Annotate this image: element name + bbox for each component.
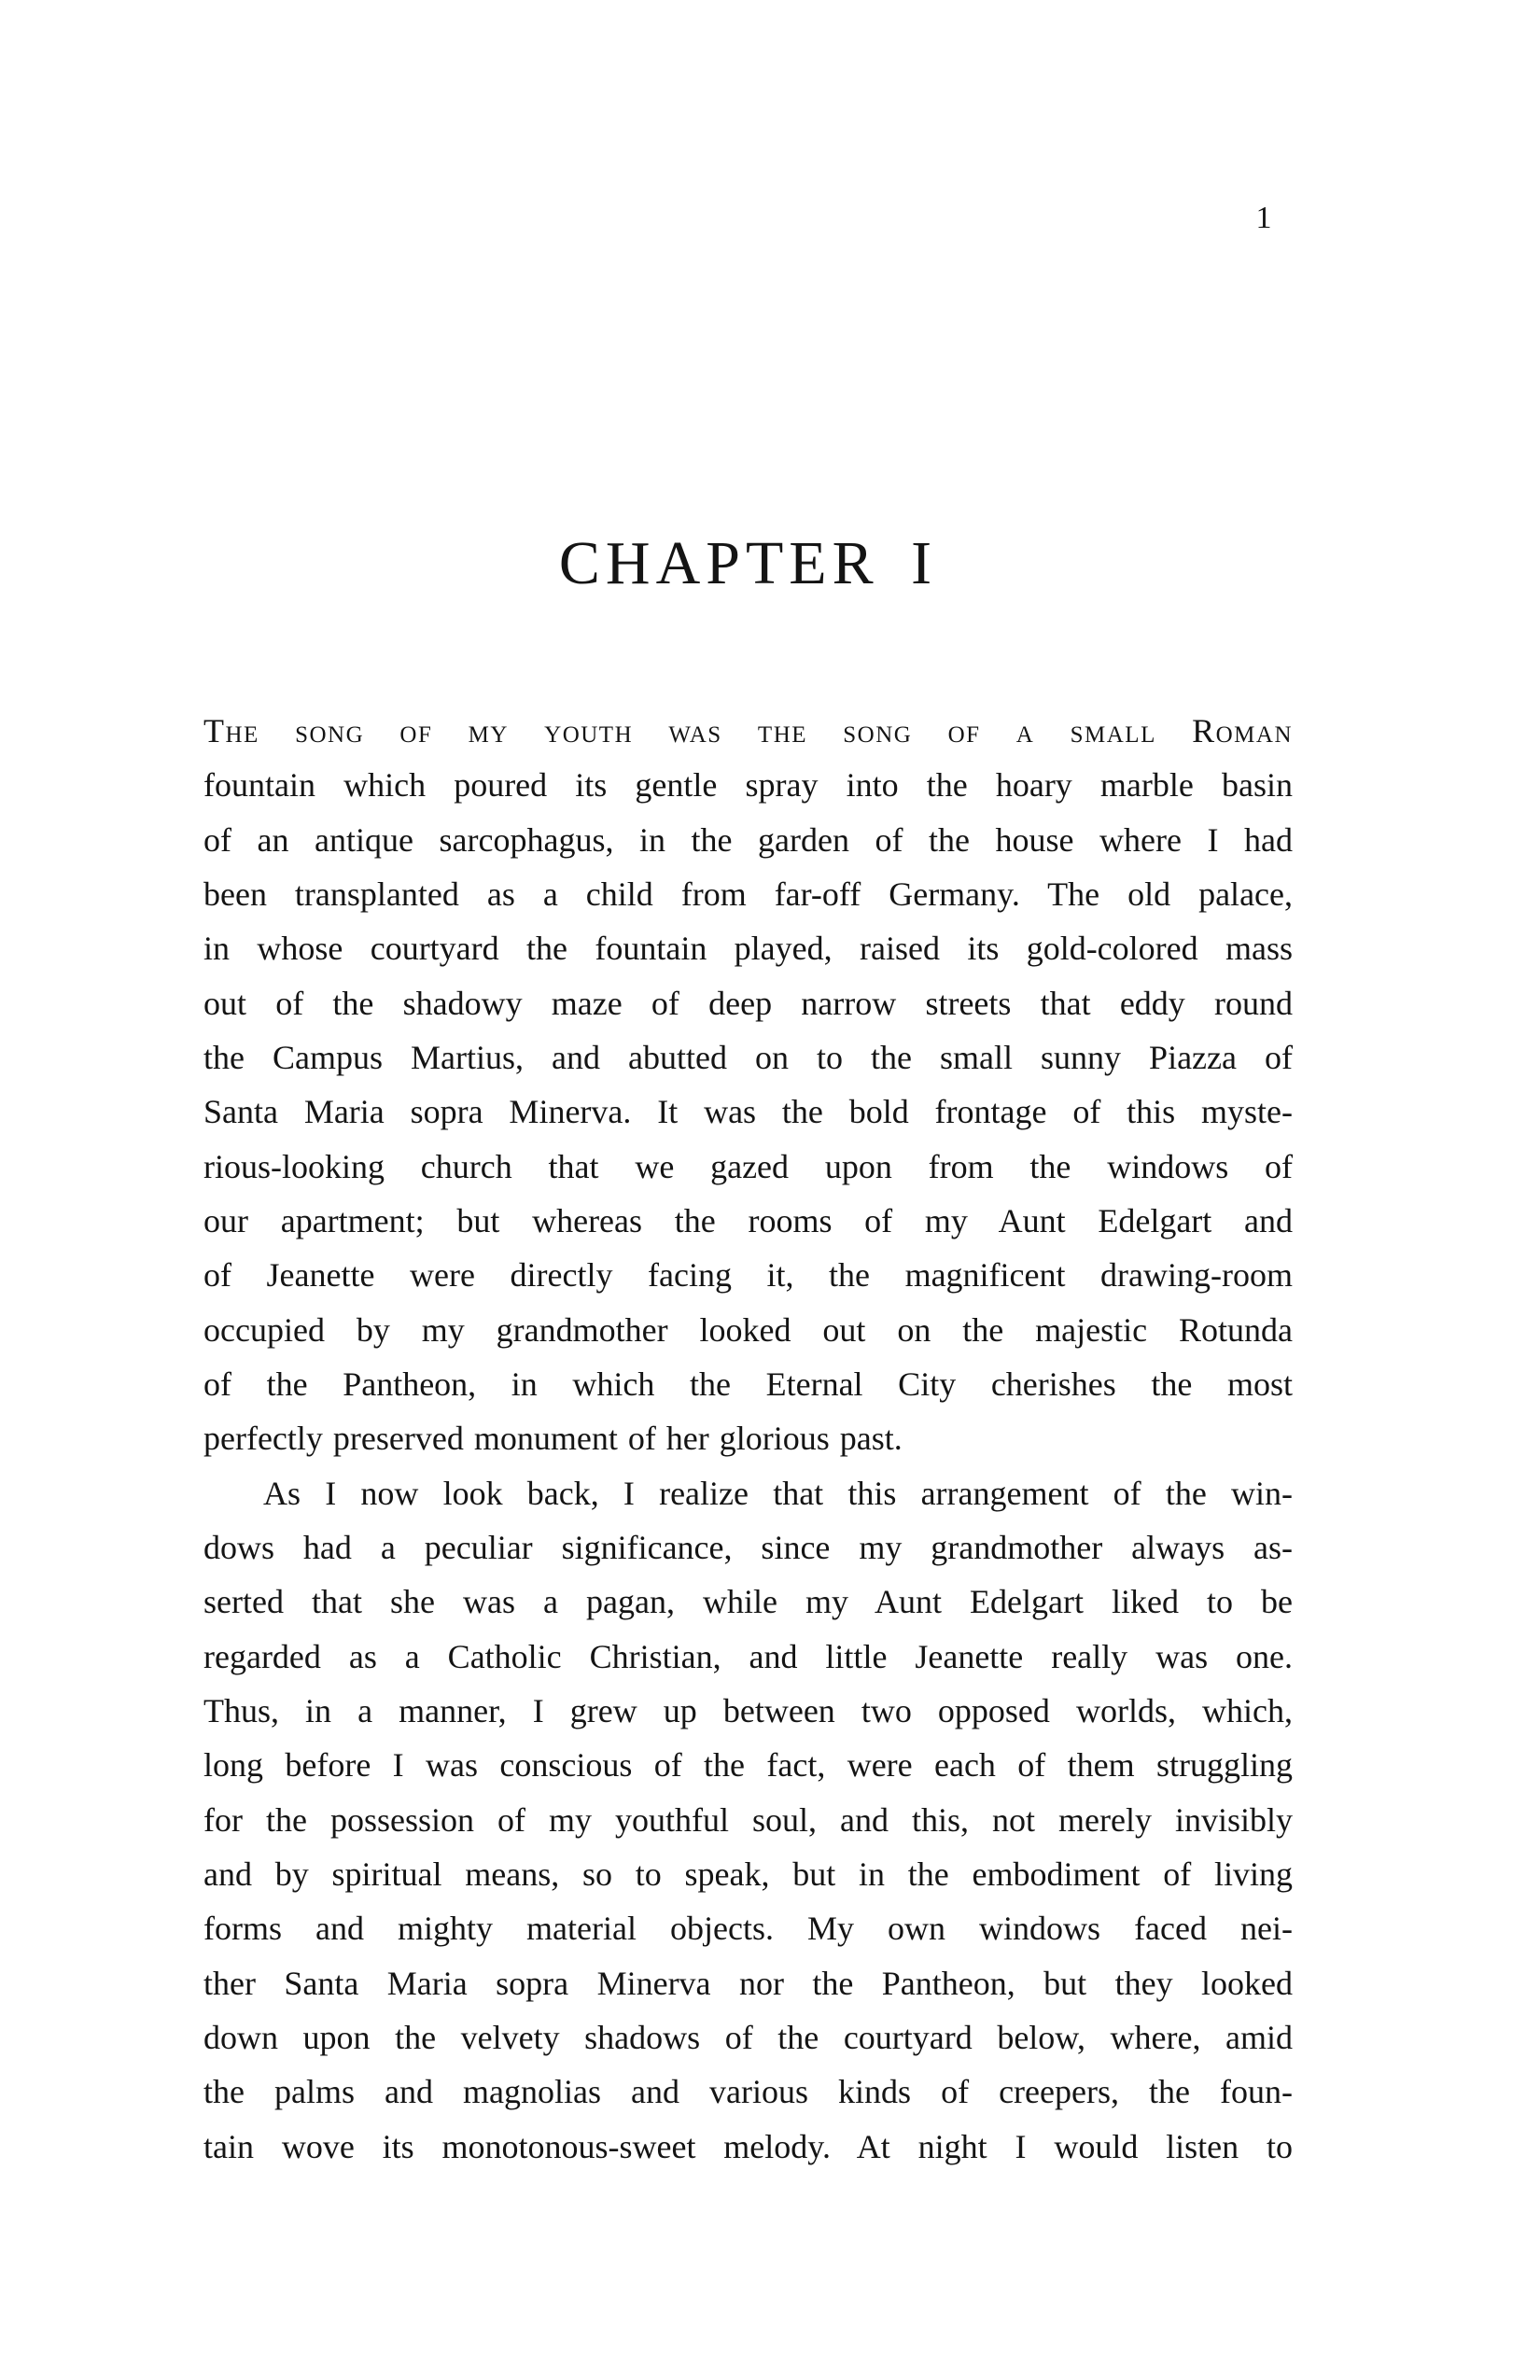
text-line: fountain which poured its gentle spray into the hoary marble basin <box>203 766 1293 805</box>
chapter-title: CHAPTER I <box>558 529 938 597</box>
text-line: occupied by my grandmother looked out on the majestic Rotunda <box>203 1310 1293 1349</box>
text-line: the palms and magnolias and various kinds of creepers, the foun- <box>203 2073 1293 2111</box>
text-line: serted that she was a pagan, while my Aunt Edelgart liked to be <box>203 1583 1293 1621</box>
text-line: of Jeanette were directly facing it, the magnificent drawing-room <box>203 1256 1293 1295</box>
text-line: regarded as a Catholic Christian, and little Jeanette really was one. <box>203 1637 1293 1675</box>
text-line: perfectly preserved monument of her glorious past. <box>203 1420 903 1458</box>
text-line: Santa Maria sopra Minerva. It was the bold frontage of this myste- <box>203 1093 1293 1131</box>
text-line: in whose courtyard the fountain played, raised its gold-colored mass <box>203 930 1293 968</box>
text-line: of the Pantheon, in which the Eternal City cherishes the most <box>203 1365 1293 1403</box>
text-line: ther Santa Maria sopra Minerva nor the Pantheon, but they looked <box>203 1964 1293 2002</box>
text-line: Thus, in a manner, I grew up between two opposed worlds, which, <box>203 1691 1293 1729</box>
text-line: for the possession of my youthful soul, and this, not merely invisibly <box>203 1800 1293 1839</box>
page-number: 1 <box>1255 201 1272 235</box>
text-line: out of the shadowy maze of deep narrow streets that eddy round <box>203 984 1293 1022</box>
text-line: tain wove its monotonous-sweet melody. At night I would listen to <box>203 2127 1293 2165</box>
text-line: rious-looking church that we gazed upon from the windows of <box>203 1147 1293 1185</box>
text-line: our apartment; but whereas the rooms of my Aunt Edelgart and <box>203 1201 1293 1239</box>
text-line: and by spiritual means, so to speak, but in the embodiment of living <box>203 1855 1293 1893</box>
body-text <box>203 704 1293 2174</box>
text-line: down upon the velvety shadows of the courtyard below, where, amid <box>203 2018 1293 2056</box>
text-line: As I now look back, I realize that this arrangement of the win- <box>263 1474 1293 1512</box>
text-line: of an antique sarcophagus, in the garden of the house where I had <box>203 820 1293 859</box>
text-line: forms and mighty material objects. My own windows faced nei- <box>203 1910 1293 1948</box>
text-line: the Campus Martius, and abutted on to the small sunny Piazza of <box>203 1038 1293 1076</box>
text-line: long before I was conscious of the fact, were each of them struggling <box>203 1746 1293 1785</box>
text-line: The song of my youth was the song of a small Roman <box>203 712 1293 749</box>
text-line: been transplanted as a child from far-off Germany. The old palace, <box>203 875 1293 913</box>
text-line: dows had a peculiar significance, since my grandmother always as- <box>203 1528 1293 1566</box>
